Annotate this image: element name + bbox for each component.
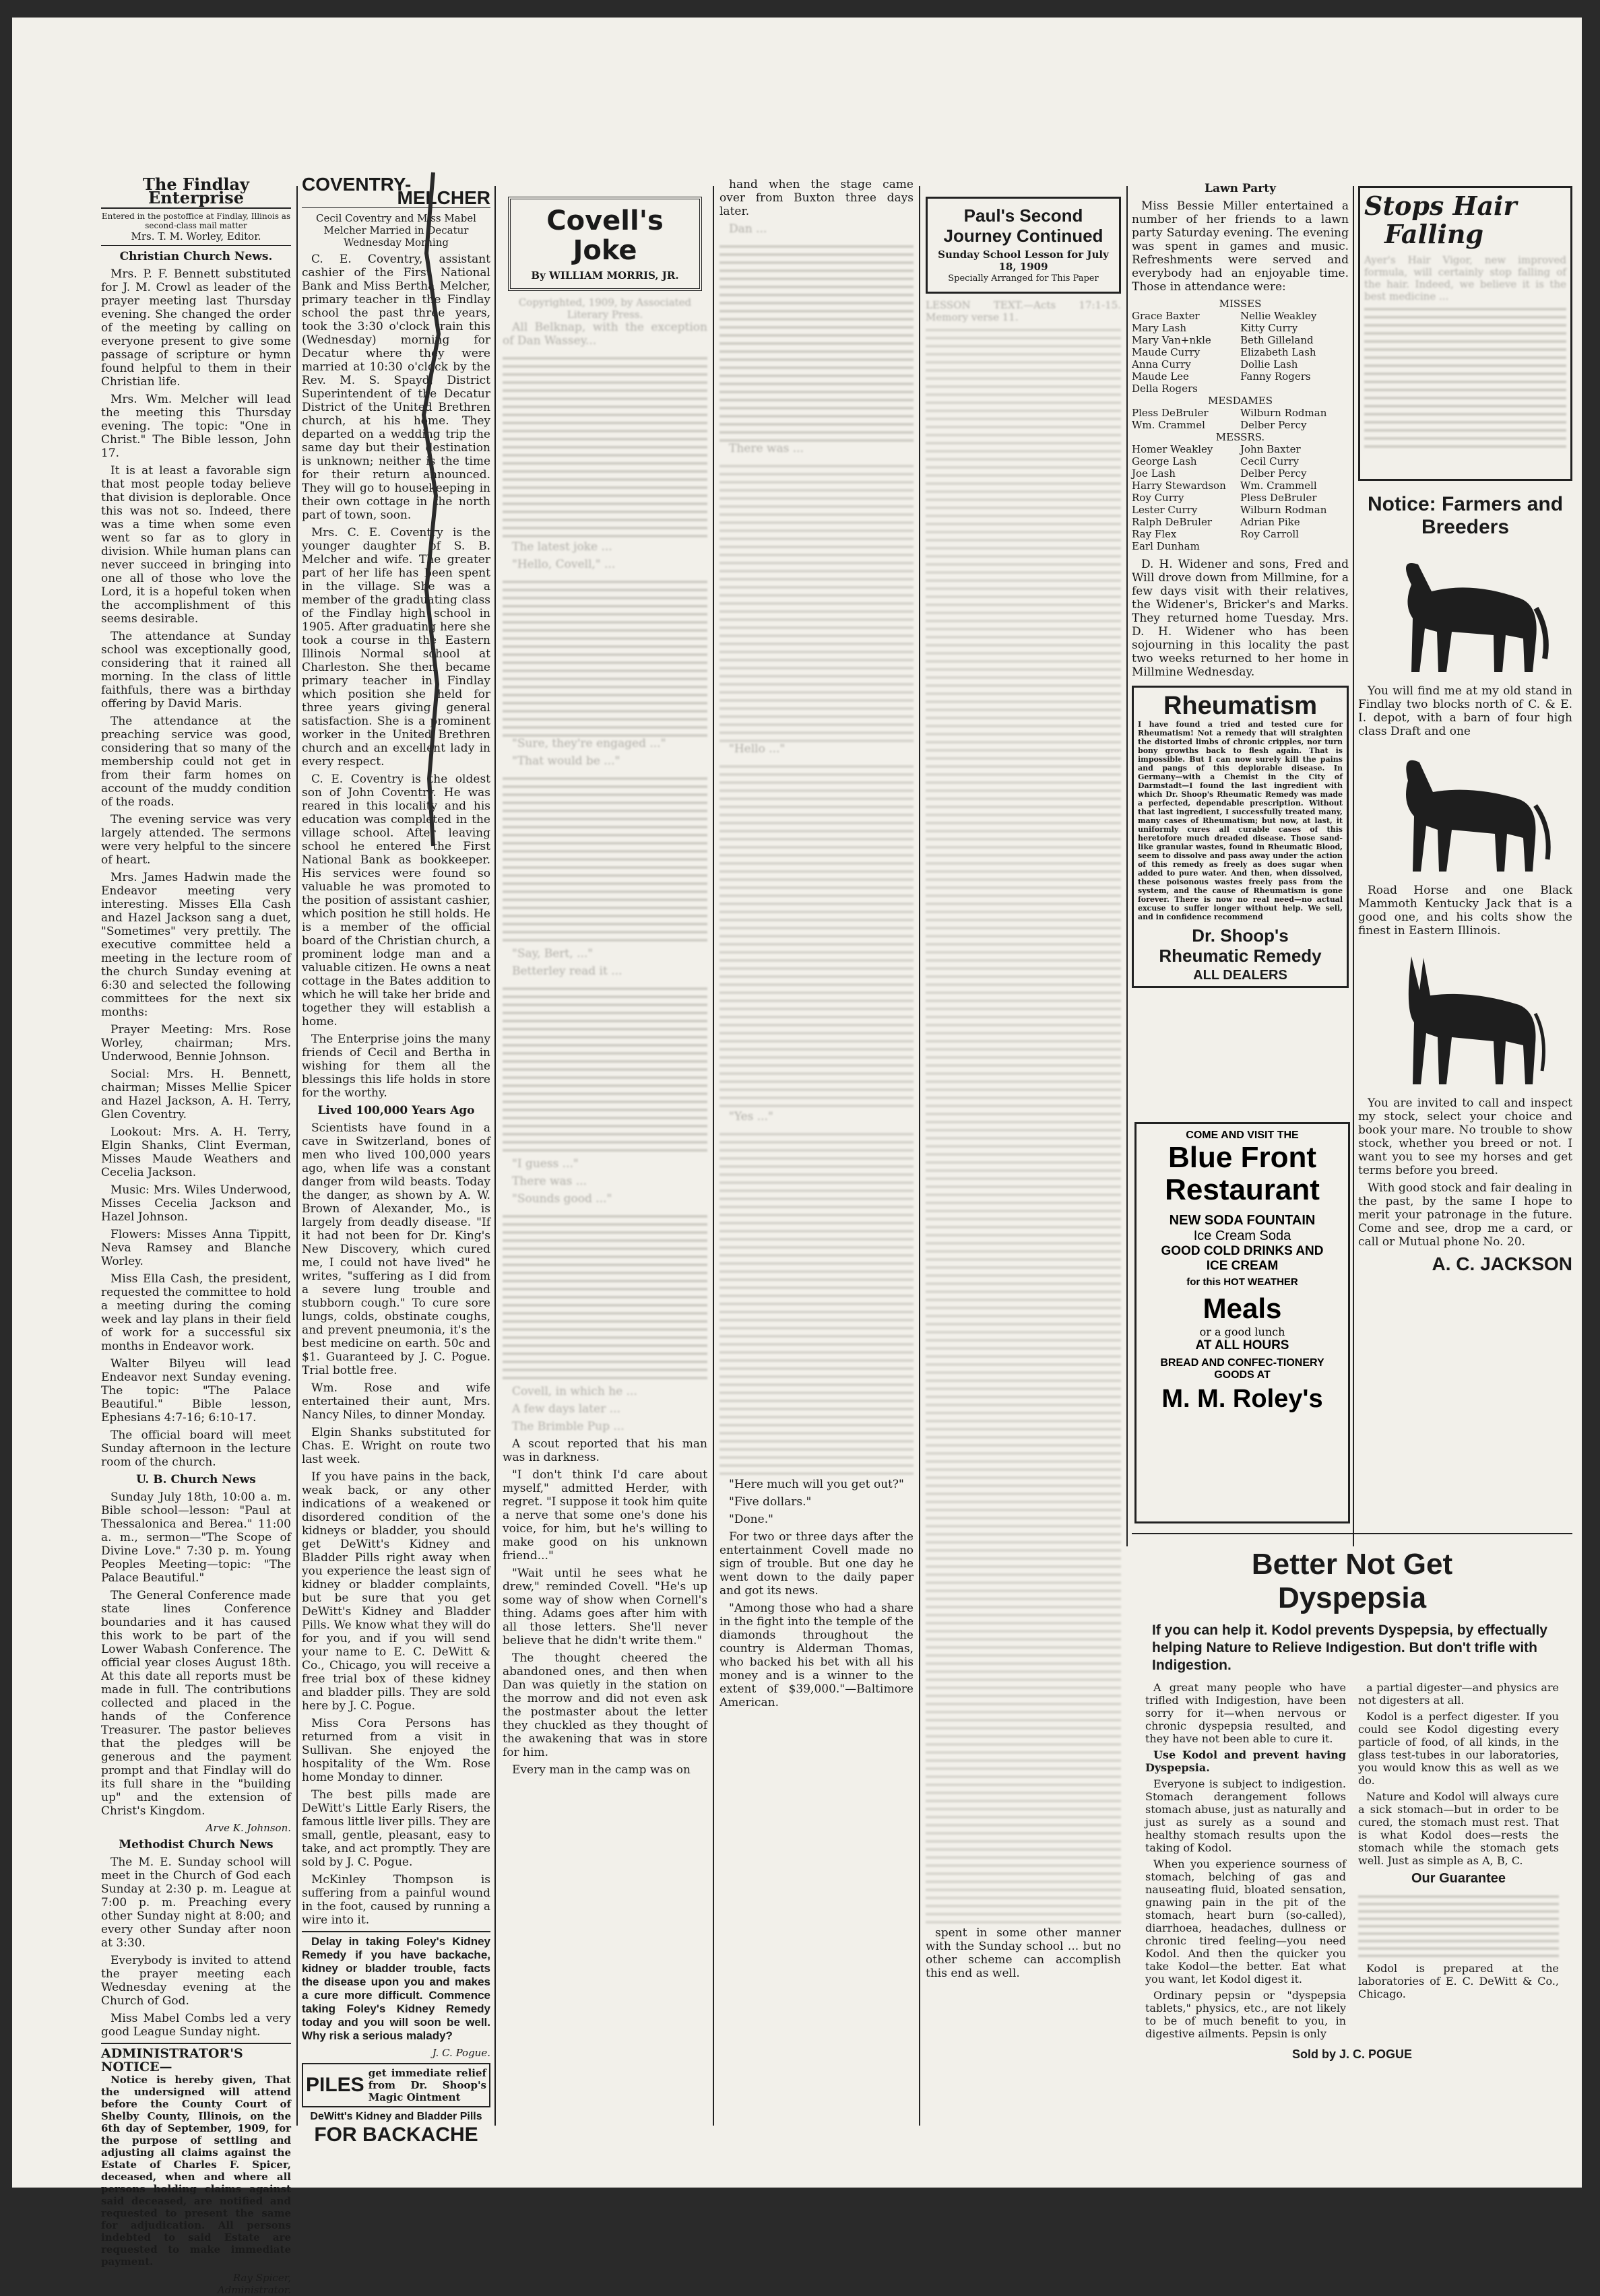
guest-row bbox=[1132, 516, 1349, 528]
guest-row bbox=[1132, 334, 1349, 346]
ice-cream-soda: Ice Cream Soda bbox=[1193, 1228, 1291, 1243]
story-paragraph: hand when the stage came over from Buxton three days later. bbox=[719, 178, 914, 218]
article-paragraph: Sunday July 18th, 10:00 a. m. Bible school—lesson: "Paul at Thessalonica and Berea." 11:00 a. m., sermon—"The Scope of Divine Love." 7:30 p. m. Young Peoples Meeting—topic: "The Palace Beautiful." bbox=[101, 1490, 291, 1585]
mammoth-jack-illustration bbox=[1371, 943, 1560, 1091]
notice-paragraph: With good stock and fair dealing in the past, by the same I hope to merit your patronage in the future. Come and see, drop me a card, or call or Mutual phone No. 20. bbox=[1358, 1181, 1572, 1249]
guest-name: Pless DeBruler bbox=[1240, 492, 1317, 504]
cold-drinks: GOOD COLD DRINKS AND ICE CREAM bbox=[1161, 1244, 1324, 1273]
guest-name: Roy Carroll bbox=[1240, 528, 1299, 540]
notice-paragraph: You are invited to call and inspect my stock, select your choice and book your mare. No trouble to show stock, whether you breed or not. I want you to see my horses and get terms before you breed. bbox=[1358, 1096, 1572, 1177]
restaurant-ad bbox=[1134, 1122, 1350, 1523]
story-paragraph: "Here much will you get out?" bbox=[729, 1478, 904, 1491]
guest-name bbox=[1240, 383, 1349, 395]
local-item: The best pills made are DeWitt's Little Early Risers, the famous little liver pills. They are small, gentle, pleasant, easy to take, and act promptly. They are sold by J. C. Pogue. bbox=[302, 1788, 490, 1869]
article-paragraph: Lookout: Mrs. A. H. Terry, Elgin Shanks, Clint Everman, Misses Maude Weathers and Cecelia Jackson. bbox=[101, 1125, 291, 1179]
hair-title-1: Stops Hair bbox=[1364, 191, 1517, 221]
column-rule bbox=[919, 186, 920, 2126]
story-paragraph: "Sure, they're engaged ..." bbox=[512, 737, 666, 750]
guest-name: Lester Curry bbox=[1132, 504, 1198, 516]
guest-row bbox=[1132, 407, 1349, 419]
article-paragraph: Everybody is invited to attend the prayer meeting each Wednesday evening at the Church of God. bbox=[101, 1954, 291, 2008]
backache-ad: FOR BACKACHE bbox=[314, 2124, 478, 2146]
article-paragraph: Mrs. Wm. Melcher will lead the meeting this Thursday evening. The topic: "One in Christ." The Bible lesson, John 17. bbox=[101, 393, 291, 460]
article-paragraph: C. E. Coventry, assistant cashier of the First National Bank and Miss Bertha Melcher, primary teacher in the Findlay school the past three years, took the 3:30 o'clock train this (Wednesday) morning for Decatur where they were married at 10:30 o'clock by the Rev. M. S. Spayd, District Superintendent of the Decatur District of the United Brethren church, at his home. They departed on a wedding trip the same day but their destination is unknown; neither is the time for their return announced. They will go to housekeeping in their own cottage in the north part of town, soon. bbox=[302, 253, 490, 522]
lesson-title-2: Journey Continued bbox=[943, 226, 1103, 246]
guest-row bbox=[1132, 419, 1349, 431]
draft-horse-illustration bbox=[1371, 544, 1560, 679]
admin-notice-body: Notice is hereby given, That the undersigned will attend before the County Court of Shelby County, Illinois, on the 6th day of September, 1909, for the purpose of settling and adjusting all claims against the Estate of Charles F. Spicer, deceased, when and where all persons holding claims against said deceased, are notified and requested to present the same for adjudication. All persons indebted to said Estate are requested to make immediate payment. bbox=[101, 2074, 291, 2268]
admin-notice-heading: ADMINISTRATOR'S NOTICE— bbox=[101, 2046, 243, 2074]
story-paragraph: "Hello, Covell," ... bbox=[512, 558, 616, 571]
story-paragraph: "Hello ..." bbox=[729, 742, 786, 756]
faded-text-block bbox=[926, 323, 1121, 1926]
notice-paragraph: Road Horse and one Black Mammoth Kentucky Jack that is a good one, and his colts show the finest in Eastern Illinois. bbox=[1358, 884, 1572, 938]
guest-name: John Baxter bbox=[1240, 443, 1301, 455]
guest-row bbox=[1132, 480, 1349, 492]
guest-name: Cecil Curry bbox=[1240, 455, 1300, 467]
masthead-editor: Mrs. T. M. Worley, Editor. bbox=[101, 230, 291, 246]
guest-row bbox=[1132, 455, 1349, 467]
faded-text-block bbox=[1364, 302, 1566, 451]
column-rule bbox=[1353, 186, 1354, 1546]
lawn-party-text: Miss Bessie Miller entertained a number of her friends to a lawn party Saturday evening. The evening was spent in games and music. Refreshments were served and everybody had an enjoyable time. Those in attendance were: bbox=[1132, 199, 1349, 294]
guest-name: Ray Flex bbox=[1132, 528, 1177, 540]
faded-text-block bbox=[503, 772, 707, 947]
story-paragraph: A scout reported that his man was in darkness. bbox=[503, 1437, 707, 1464]
restaurant-name-1: Blue Front bbox=[1168, 1141, 1316, 1174]
column-sunday-lesson bbox=[926, 197, 1121, 2170]
rheumatism-ad bbox=[1132, 686, 1349, 988]
faded-text-block bbox=[503, 1210, 707, 1385]
guest-row bbox=[1132, 540, 1349, 552]
guest-row bbox=[1132, 492, 1349, 504]
lesson-title-1: Paul's Second bbox=[963, 205, 1083, 226]
misses-heading: MISSES bbox=[1219, 298, 1262, 310]
article-paragraph: Music: Mrs. Wiles Underwood, Misses Cecelia Jackson and Hazel Johnson. bbox=[101, 1183, 291, 1224]
article-paragraph: Miss Mabel Combs led a very good League Sunday night. bbox=[101, 2012, 291, 2039]
guest-name bbox=[1240, 540, 1349, 552]
masthead-entered: Entered in the postoffice at Findlay, Illinois as second-class mail matter bbox=[101, 211, 291, 230]
dyspepsia-paragraph: Use Kodol and prevent having Dyspepsia. bbox=[1145, 1748, 1346, 1774]
column-livestock bbox=[1358, 186, 1572, 1506]
guest-row bbox=[1132, 358, 1349, 370]
dyspepsia-ad bbox=[1132, 1533, 1572, 2167]
dyspepsia-right-column bbox=[1358, 1681, 1559, 2043]
sold-by: Sold by J. C. POGUE bbox=[1291, 2047, 1413, 2061]
article-paragraph: The M. E. Sunday school will meet in the Church of God each Sunday at 2:30 p. m. League at 7:00 p. m. Preaching every other Sunday night at 8:00; and every other Sunday after noon at 3:30. bbox=[101, 1856, 291, 1950]
dyspepsia-paragraph: Everyone is subject to indigestion. Stomach derangement follows stomach abuse, just as naturally and just as surely as a sound and healthy stomach results upon the taking of Kodol. bbox=[1145, 1777, 1346, 1854]
local-item: If you have pains in the back, weak back, or any other indications of a weakened or disordered condition of the kidneys or bladder, you should get DeWitt's Kidney and Bladder Pills right away when you experience the least sign of kidney or bladder complaints, but be sure that you get DeWitt's Kidney and Bladder Pills. We know what they will do for you, and if you will send your name to E. C. DeWitt & Co., Chicago, you will receive a free trial box of these kidney and bladder pills. They are sold here by J. C. Pogue. bbox=[302, 1470, 490, 1713]
guest-list-mesdames bbox=[1132, 407, 1349, 431]
dyspepsia-paragraph: Nature and Kodol will always cure a sick stomach—but in order to be cured, the stomach must rest. That is what Kodol does—rests the stomach while the stomach gets well. Just as simple as A, B, C. bbox=[1358, 1790, 1559, 1867]
story-paragraph: The thought cheered the abandoned ones, and then when Dan was quietly in the station on the morrow and did not even ask the postmaster about the letter they chuckled as they thought of the awakening that was in store for him. bbox=[503, 1651, 707, 1759]
article-paragraph: The Enterprise joins the many friends of Cecil and Bertha in wishing for them all the blessings this life holds in store for the worthy. bbox=[302, 1032, 490, 1100]
guest-name: Anna Curry bbox=[1132, 358, 1191, 370]
hot-weather: for this HOT WEATHER bbox=[1186, 1276, 1298, 1288]
restaurant-name-2: Restaurant bbox=[1165, 1173, 1320, 1206]
guest-row bbox=[1132, 370, 1349, 383]
guest-row bbox=[1132, 467, 1349, 480]
article-paragraph: The attendance at Sunday school was exceptionally good, considering that it rained all morning. In the class of little faithfuls, there was a birthday offering by David Maris. bbox=[101, 630, 291, 711]
column-rule bbox=[713, 186, 714, 2126]
shoop-name: Dr. Shoop's bbox=[1192, 925, 1289, 946]
story-paragraph: "That would be ..." bbox=[512, 754, 620, 768]
article-paragraph: Scientists have found in a cave in Switzerland, bones of men who lived 100,000 years ago, when life was a constant danger from wild beasts. Today the danger, as shown by A. W. Brown of Alexander, Mo., is largely from deadly disease. "If it had not been for Dr. King's New Discovery, which cured me, I could not have lived" he writes, "suffering as I did from a severe lung trouble and stubborn cough." To cure sore lungs, colds, obstinate coughs, and prevent pneumonia, it's the best medicine on earth. 50c and $1. Guaranteed by J. C. Pogue. Trial bottle free. bbox=[302, 1121, 490, 1377]
ub-church-heading: U. B. Church News bbox=[136, 1473, 256, 1486]
dyspepsia-title-2: Dyspepsia bbox=[1277, 1581, 1427, 1614]
guest-name: Dollie Lash bbox=[1240, 358, 1298, 370]
story-paragraph: "Done." bbox=[729, 1513, 773, 1526]
article-paragraph: The attendance at the preaching service was good, considering that so many of the membership could not get in from their farm homes on account of the muddy condition of the roads. bbox=[101, 715, 291, 809]
road-horse-illustration bbox=[1371, 744, 1560, 878]
bread-confectionery: BREAD AND CONFEC-TIONERY GOODS AT bbox=[1160, 1357, 1324, 1381]
story-paragraph: "Say, Bert, ..." bbox=[512, 947, 594, 960]
restaurant-come: COME AND VISIT THE bbox=[1186, 1129, 1299, 1141]
guest-name: Della Rogers bbox=[1132, 383, 1198, 395]
dyspepsia-left-column bbox=[1145, 1681, 1346, 2043]
guest-name: Mary Lash bbox=[1132, 322, 1186, 334]
story-paragraph: "Yes ..." bbox=[729, 1110, 773, 1123]
lesson-text-ref: LESSON TEXT.—Acts 17:1-15. Memory verse 11. bbox=[926, 299, 1121, 323]
meals: Meals bbox=[1203, 1292, 1282, 1324]
story-copyright: Copyrighted, 1909, by Associated Literary Press. bbox=[518, 296, 692, 321]
guest-name: Wm. Crammell bbox=[1240, 480, 1317, 492]
article-paragraph: Walter Bilyeu will lead Endeavor next Sunday evening. The topic: "The Palace Beautiful." Bible lesson, Ephesians 4:7-16; 6:10-17. bbox=[101, 1357, 291, 1424]
guest-row bbox=[1132, 528, 1349, 540]
all-hours: AT ALL HOURS bbox=[1195, 1338, 1289, 1352]
story-paragraph: The Brimble Pup ... bbox=[512, 1420, 625, 1433]
rheumatism-title: Rheumatism bbox=[1163, 692, 1318, 720]
wedding-headline-2: MELCHER bbox=[302, 191, 490, 208]
rheumatism-text: I have found a tried and tested cure for Rheumatism! Not a remedy that will straighten the distorted limbs of chronic cripples, nor turn bony growths back to flesh again. That is impossible. But I can now surely kill the pains and pangs of this deplorable disease. In Germany—with a Chemist in the City of Darmstadt—I found the last ingredient with which Dr. Shoop's Rheumatic Remedy was made a perfected, dependable prescription. Without that last ingredient, I successfully treated many, many cases of Rheumatism; but now, at last, it uniformly cures all curable cases of this heretofore much dreaded disease. Those sand-like granular wastes, found in Rheumatic Blood, seem to dissolve and pass away under the action of this remedy as freely as does sugar when added to pure water. And then, when dissolved, these poisonous wastes freely pass from the system, and the cause of Rheumatism is gone forever. There is now no real need—no actual excuse to suffer longer without help. We sell, and in confidence recommend bbox=[1138, 720, 1343, 921]
story-title-box bbox=[508, 197, 702, 291]
column-rule bbox=[494, 186, 496, 2126]
faded-text-block bbox=[719, 240, 914, 442]
article-paragraph: Prayer Meeting: Mrs. Rose Worley, chairman; Mrs. Underwood, Bennie Johnson. bbox=[101, 1023, 291, 1063]
guest-name: Mary Van+nkle bbox=[1132, 334, 1211, 346]
foley-ad: Delay in taking Foley's Kidney Remedy if you have backache, kidney or bladder trouble, facts the disease upon you and makes a cure more difficult. Commence taking Foley's Kidney Remedy today and you will soon be well. Why risk a serious malady? bbox=[302, 1935, 490, 2042]
guest-name: Earl Dunham bbox=[1132, 540, 1200, 552]
messrs-heading: MESSRS. bbox=[1215, 431, 1265, 443]
faded-text-block bbox=[719, 459, 914, 742]
article-paragraph: C. E. Coventry is the oldest son of John Coventry. He was reared in this locality and his education was completed in the village school. After leaving school he entered the First National Bank as bookkeeper. His services were found so valuable he was promoted to the position of assistant cashier, which position he still holds. He is a member of the official board of the Christian church, a prominent lodge man and a valuable citizen. He owns a neat cottage in the Bates addition to which he will take her bride and together they will establish a home. bbox=[302, 773, 490, 1028]
paper-tear bbox=[406, 172, 467, 846]
dyspepsia-paragraph: Ordinary pepsin or "dyspepsia tablets," physics, etc., are not likely to be of much benefit to you, in digestive ailments. Pepsin is only bbox=[1145, 1989, 1346, 2040]
soda-fountain: NEW SODA FOUNTAIN bbox=[1169, 1213, 1316, 1228]
article-paragraph: Flowers: Misses Anna Tippitt, Neva Ramsey and Blanche Worley. bbox=[101, 1228, 291, 1268]
faded-text-block bbox=[1358, 1891, 1559, 1958]
column-story-continued bbox=[719, 178, 914, 2171]
lawn-party-heading: Lawn Party bbox=[1205, 182, 1276, 195]
guest-name: Joe Lash bbox=[1132, 467, 1176, 480]
story-paragraph: Covell, in which he ... bbox=[512, 1385, 637, 1398]
wedding-subhead: Cecil Coventry and Miss Mabel Melcher Married in Decatur Wednesday Morning bbox=[316, 212, 476, 249]
column-covells-joke bbox=[503, 197, 707, 2170]
lesson-paragraph: spent in some other manner with the Sunday school ... but no other scheme can accomplish this end as well. bbox=[926, 1926, 1121, 1980]
notice-title: Notice: Farmers and Breeders bbox=[1367, 493, 1564, 538]
faded-text-block bbox=[503, 575, 707, 737]
guest-row bbox=[1132, 346, 1349, 358]
article-paragraph: The General Conference made state lines Conference boundaries and it has caused this work to be part of the Lower Wabash Conference. The official year closes August 18th. At this date all reports must be made in full. The contributions collected and placed in the hands of the Conference Treasurer. The pastor believes that the pledges will be generous and the payment prompt and that Findlay will do its full share in the "building up" and the extension of Christ's Kingdom. bbox=[101, 1589, 291, 1818]
guest-name: Ralph DeBruler bbox=[1132, 516, 1213, 528]
guest-name: Wilburn Rodman bbox=[1240, 407, 1327, 419]
story-paragraph: "Sounds good ..." bbox=[512, 1192, 612, 1206]
local-item: Miss Cora Persons has returned from a visit in Sullivan. She enjoyed the hospitality of the Wm. Rose home Monday to dinner. bbox=[302, 1717, 490, 1784]
article-paragraph: The official board will meet Sunday afternoon in the lecture room of the church. bbox=[101, 1429, 291, 1469]
guest-row bbox=[1132, 504, 1349, 516]
guest-name: Roy Curry bbox=[1132, 492, 1184, 504]
signature: Arve K. Johnson. bbox=[205, 1822, 291, 1834]
all-dealers: ALL DEALERS bbox=[1193, 968, 1287, 983]
masthead-title: The Findlay Enterprise bbox=[101, 178, 291, 209]
guest-name: Pless DeBruler bbox=[1132, 407, 1209, 419]
signature: Ray Spicer, bbox=[232, 2272, 291, 2284]
dewitt-ad-line: DeWitt's Kidney and Bladder Pills bbox=[310, 2111, 482, 2122]
lesson-subtitle-2: Specially Arranged for This Paper bbox=[948, 273, 1099, 284]
guest-name: Grace Baxter bbox=[1132, 310, 1200, 322]
widener-item: D. H. Widener and sons, Fred and Will drove down from Millmine, for a few days visit with their relatives, the Widener's, Bricker's and Marks. They returned home Tuesday. Mrs. D. H. Widener who has been sojourning in this locality the past two weeks returned to her home in Millmine Wednesday. bbox=[1132, 558, 1349, 679]
piles-ad bbox=[302, 2063, 490, 2107]
guest-name: Wm. Crammel bbox=[1132, 419, 1205, 431]
story-paragraph: Every man in the camp was on bbox=[512, 1763, 691, 1777]
jackson-signature: A. C. JACKSON bbox=[1432, 1253, 1572, 1274]
guest-name: Delber Percy bbox=[1240, 419, 1307, 431]
story-paragraph: All Belknap, with the exception of Dan Wassey... bbox=[503, 321, 707, 348]
local-item: McKinley Thompson is suffering from a painful wound in the foot, caused by running a wire into it. bbox=[302, 1873, 490, 1927]
guest-name: Harry Stewardson bbox=[1132, 480, 1226, 492]
hair-text: Ayer's Hair Vigor, new improved formula, will certainly stop falling of the hair. Indeed, we believe it is the best medicine ... bbox=[1364, 254, 1566, 302]
notice-paragraph: You will find me at my old stand in Findlay two blocks north of C. & E. I. depot, with a barn of four high class Draft and one bbox=[1358, 684, 1572, 738]
dyspepsia-lead: If you can help it. Kodol prevents Dyspepsia, by effectually helping Nature to Relieve Indigestion. But don't trifle with Indigestion. bbox=[1152, 1622, 1547, 1673]
column-church-news bbox=[101, 174, 291, 2296]
guest-name: Adrian Pike bbox=[1240, 516, 1300, 528]
story-paragraph: "Five dollars." bbox=[729, 1495, 812, 1509]
column-rule bbox=[296, 186, 298, 2126]
story-paragraph: Betterley read it ... bbox=[512, 964, 622, 978]
roley-name: M. M. Roley's bbox=[1161, 1385, 1323, 1413]
story-paragraph: "I don't think I'd care about myself," admitted Herder, with regret. "I suppose it took him quite a nerve that some one's done his voice, for him, but he's willing to make good on his unknown friend..." bbox=[503, 1468, 707, 1563]
shoop-remedy: Rheumatic Remedy bbox=[1159, 946, 1322, 966]
guest-name: Maude Curry bbox=[1132, 346, 1201, 358]
guest-row bbox=[1132, 322, 1349, 334]
mesdames-heading: MESDAMES bbox=[1207, 395, 1273, 407]
newspaper-page bbox=[12, 18, 1582, 2296]
story-paragraph: There was ... bbox=[729, 442, 804, 455]
story-byline: By WILLIAM MORRIS, JR. bbox=[531, 269, 679, 282]
signature: Administrator. bbox=[217, 2284, 291, 2296]
faded-text-block bbox=[503, 352, 707, 540]
christian-church-heading: Christian Church News. bbox=[119, 250, 273, 263]
lived-heading: Lived 100,000 Years Ago bbox=[317, 1104, 475, 1117]
guest-name: George Lash bbox=[1132, 455, 1197, 467]
guest-row bbox=[1132, 443, 1349, 455]
lesson-title-box bbox=[926, 197, 1121, 294]
piles-text: get immediate relief from Dr. Shoop's Magic Ointment bbox=[368, 2067, 486, 2103]
lesson-subtitle: Sunday School Lesson for July 18, 1909 bbox=[938, 249, 1109, 273]
guest-list-misses bbox=[1132, 310, 1349, 395]
guest-name: Beth Gilleland bbox=[1240, 334, 1314, 346]
kodol-lab: Kodol is prepared at the laboratories of E. C. DeWitt & Co., Chicago. bbox=[1358, 1962, 1559, 2000]
signature: J. C. Pogue. bbox=[432, 2047, 490, 2059]
guarantee-heading: Our Guarantee bbox=[1411, 1871, 1506, 1886]
methodist-church-heading: Methodist Church News bbox=[119, 1838, 274, 1851]
guest-name: Delber Percy bbox=[1240, 467, 1307, 480]
article-paragraph: Mrs. C. E. Coventry is the younger daughter of S. B. Melcher and wife. The greater part of her life has been spent in the village. She was a member of the graduating class of the Findlay high school in 1905. After graduating here she took a course in the Eastern Illinois Normal school at Charleston. She then became primary teacher in Findlay which position she held for three years giving general satisfaction. She is a prominent worker in the United Brethren church and an excellent lady in every respect. bbox=[302, 526, 490, 768]
story-paragraph: A few days later ... bbox=[512, 1402, 620, 1416]
column-rule bbox=[1126, 186, 1128, 1546]
story-paragraph: "I guess ..." bbox=[512, 1157, 579, 1171]
dyspepsia-paragraph: When you experience sourness of stomach, belching of gas and nauseating fluid, bloated sensation, gnawing pain in the pit of the stomach, heart burn (so-called), diarrhoea, headaches, dullness or chronic tired feeling—you need Kodol. And then the quicker you take Kodol—the better. Eat what you want, let Kodol digest it. bbox=[1145, 1858, 1346, 1986]
article-paragraph: Miss Ella Cash, the president, requested the committee to hold a meeting during the coming week and lay plans in their field of work for a successful six months in Endeavor work. bbox=[101, 1272, 291, 1353]
article-paragraph: Mrs. James Hadwin made the Endeavor meeting very interesting. Misses Ella Cash and Hazel Jackson sang a duet, "Sometimes" very prettily. The executive committee held a meeting in the lecture room of the church Sunday evening at 6:30 and selected the following committees for the next six months: bbox=[101, 871, 291, 1019]
story-paragraph: "Wait until he sees what he drew," reminded Covell. "He's up some way of show when Cornell's thing. Adams goes after him with all those letters. She'll never believe that he didn't write them." bbox=[503, 1567, 707, 1647]
story-paragraph: For two or three days after the entertainment Covell made no sign of trouble. But one day he went down to the daily paper and got its news. bbox=[719, 1530, 914, 1598]
guest-name: Elizabeth Lash bbox=[1240, 346, 1316, 358]
dyspepsia-paragraph: a partial digester—and physics are not digesters at all. bbox=[1358, 1681, 1559, 1707]
story-title: Covell's Joke bbox=[546, 205, 664, 266]
local-item: Wm. Rose and wife entertained their aunt, Mrs. Nancy Niles, to dinner Monday. bbox=[302, 1381, 490, 1422]
faded-text-block bbox=[719, 1127, 914, 1478]
piles-title: PILES bbox=[306, 2074, 364, 2096]
article-paragraph: Mrs. P. F. Bennett substituted for J. M. Crowl as leader of the prayer meeting last Thursday evening. She changed the order of the meeting by calling on everyone present to give some passage of scripture or hymn found helpful to them in their Christian life. bbox=[101, 267, 291, 389]
story-paragraph: There was ... bbox=[512, 1175, 587, 1188]
article-paragraph: The evening service was very largely attended. The sermons were very helpful to the sincere of heart. bbox=[101, 813, 291, 867]
guest-name: Fanny Rogers bbox=[1240, 370, 1311, 383]
guest-name: Nellie Weakley bbox=[1240, 310, 1317, 322]
hair-title-2: Falling bbox=[1384, 219, 1484, 249]
faded-text-block bbox=[719, 760, 914, 1110]
guest-name: Wilburn Rodman bbox=[1240, 504, 1327, 516]
hair-vigor-ad bbox=[1358, 186, 1572, 481]
guest-name: Kitty Curry bbox=[1240, 322, 1298, 334]
dyspepsia-paragraph: A great many people who have trifled with Indigestion, have been sorry for it—when nervous or chronic dyspepsia resulted, and they have not been able to cure it. bbox=[1145, 1681, 1346, 1745]
wedding-headline-1: COVENTRY- bbox=[302, 174, 412, 195]
good-lunch: or a good lunch bbox=[1199, 1325, 1285, 1338]
story-paragraph: "Among those who had a share in the fight into the temple of the diamonds throughout the country is Alderman Thomas, who backed his bet with all his money and is a winner to the extent of $39,000."—Baltimore American. bbox=[719, 1602, 914, 1709]
article-paragraph: Social: Mrs. H. Bennett, chairman; Misses Mellie Spicer and Hazel Jackson, A. H. Terry, Glen Coventry. bbox=[101, 1068, 291, 1121]
local-item: Elgin Shanks substituted for Chas. E. Wright on route two last week. bbox=[302, 1426, 490, 1466]
article-paragraph: It is at least a favorable sign that most people today believe that division is deplorable. Once this was not so. Indeed, there was a time when some even went so far as to glory in division. While human plans can never succeed in bringing into one all of those who love the Lord, it is a hopeful token when the accomplishment of this seems desirable. bbox=[101, 464, 291, 626]
story-paragraph: Dan ... bbox=[729, 222, 767, 236]
guest-row bbox=[1132, 383, 1349, 395]
guest-row bbox=[1132, 310, 1349, 322]
dyspepsia-paragraph: Kodol is a perfect digester. If you could see Kodol digesting every particle of food, of all kinds, in the glass test-tubes in our laboratories, you would know this as well as we do. bbox=[1358, 1710, 1559, 1787]
story-paragraph: The latest joke ... bbox=[512, 540, 612, 554]
dyspepsia-title-1: Better Not Get bbox=[1251, 1548, 1453, 1581]
guest-list-messrs bbox=[1132, 443, 1349, 552]
guest-name: Homer Weakley bbox=[1132, 443, 1213, 455]
guest-name: Maude Lee bbox=[1132, 370, 1189, 383]
faded-text-block bbox=[503, 982, 707, 1157]
